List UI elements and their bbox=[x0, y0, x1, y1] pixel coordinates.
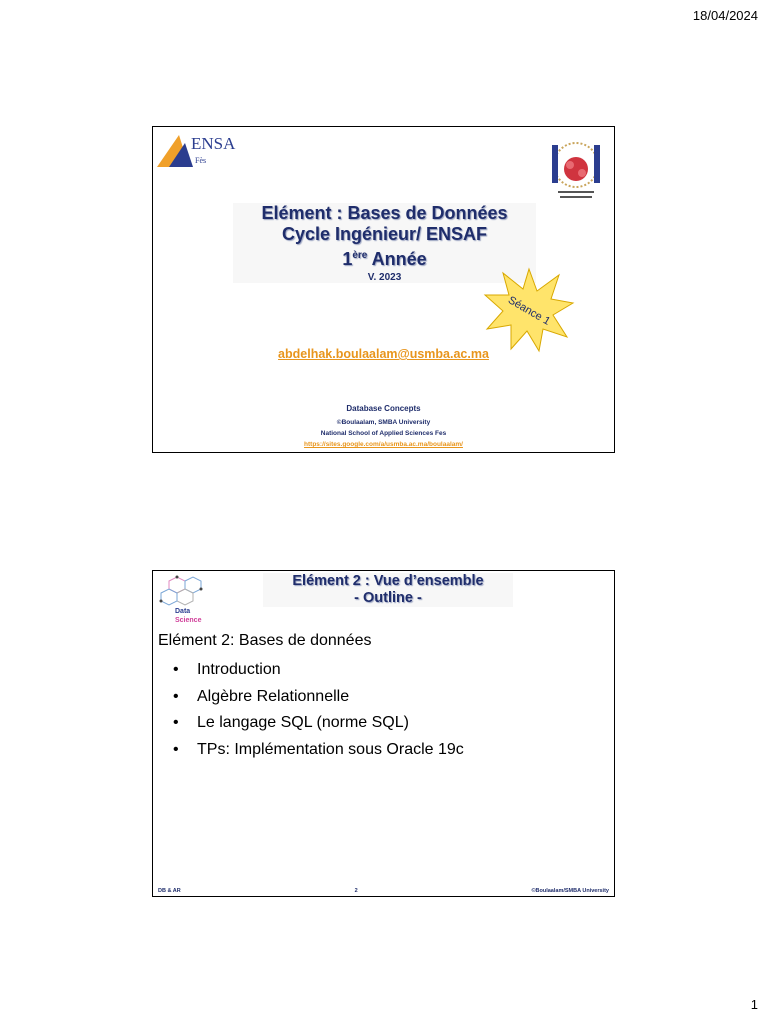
slide-1 bbox=[152, 126, 615, 453]
slide-2 bbox=[152, 570, 615, 897]
list-item: • TPs: Implémentation sous Oracle 19c bbox=[173, 737, 464, 764]
year-title: 1ère Année bbox=[342, 249, 427, 269]
page-number: 1 bbox=[750, 997, 758, 1012]
list-item: • Introduction bbox=[173, 657, 464, 684]
bullet-icon: • bbox=[173, 687, 179, 705]
outline-heading: Elément 2: Bases de données bbox=[158, 632, 372, 649]
outline-list bbox=[173, 657, 464, 763]
outline-subtitle: - Outline - bbox=[354, 590, 422, 606]
footer-school: National School of Applied Sciences Fes bbox=[320, 430, 447, 437]
slide-2-footer bbox=[158, 888, 609, 894]
cycle-title: Cycle Ingénieur/ ENSAF bbox=[281, 224, 488, 244]
page-date: 18/04/2024 bbox=[692, 8, 758, 23]
university-logo bbox=[544, 131, 608, 203]
svg-text:Séance 1: Séance 1 bbox=[505, 294, 553, 328]
version-label: V. 2023 bbox=[367, 272, 402, 283]
svg-text:Data: Data bbox=[175, 608, 191, 615]
list-item: • Algèbre Relationnelle bbox=[173, 684, 464, 711]
footer-left: DB & AR bbox=[158, 888, 181, 894]
slide-2-title-block bbox=[263, 573, 513, 607]
list-item: • Le langage SQL (norme SQL) bbox=[173, 710, 464, 737]
footer-concepts: Database Concepts bbox=[346, 404, 421, 413]
bullet-icon: • bbox=[173, 661, 179, 678]
bullet-icon: • bbox=[173, 740, 179, 758]
svg-text:Science: Science bbox=[175, 617, 202, 624]
ensa-logo bbox=[155, 129, 255, 169]
footer-author: ©Boulaalam, SMBA University bbox=[336, 419, 431, 426]
svg-text:Fès: Fès bbox=[195, 156, 207, 165]
seance-badge bbox=[483, 267, 575, 353]
course-title: Elément : Bases de Données bbox=[261, 203, 508, 223]
footer-right: ©Boulaalam/SMBA University bbox=[531, 888, 609, 894]
bullet-icon: • bbox=[173, 714, 179, 731]
data-science-logo bbox=[155, 573, 213, 625]
outline-title: Elément 2 : Vue d’ensemble bbox=[292, 573, 484, 589]
footer-link[interactable]: https://sites.google.com/a/usmba.ac.ma/boulaalam/ bbox=[304, 441, 463, 448]
contact-email[interactable]: abdelhak.boulaalam@usmba.ac.ma bbox=[278, 347, 489, 361]
slide-number: 2 bbox=[354, 888, 358, 894]
svg-text:ENSA: ENSA bbox=[191, 134, 236, 153]
slide-1-footer bbox=[153, 403, 614, 450]
